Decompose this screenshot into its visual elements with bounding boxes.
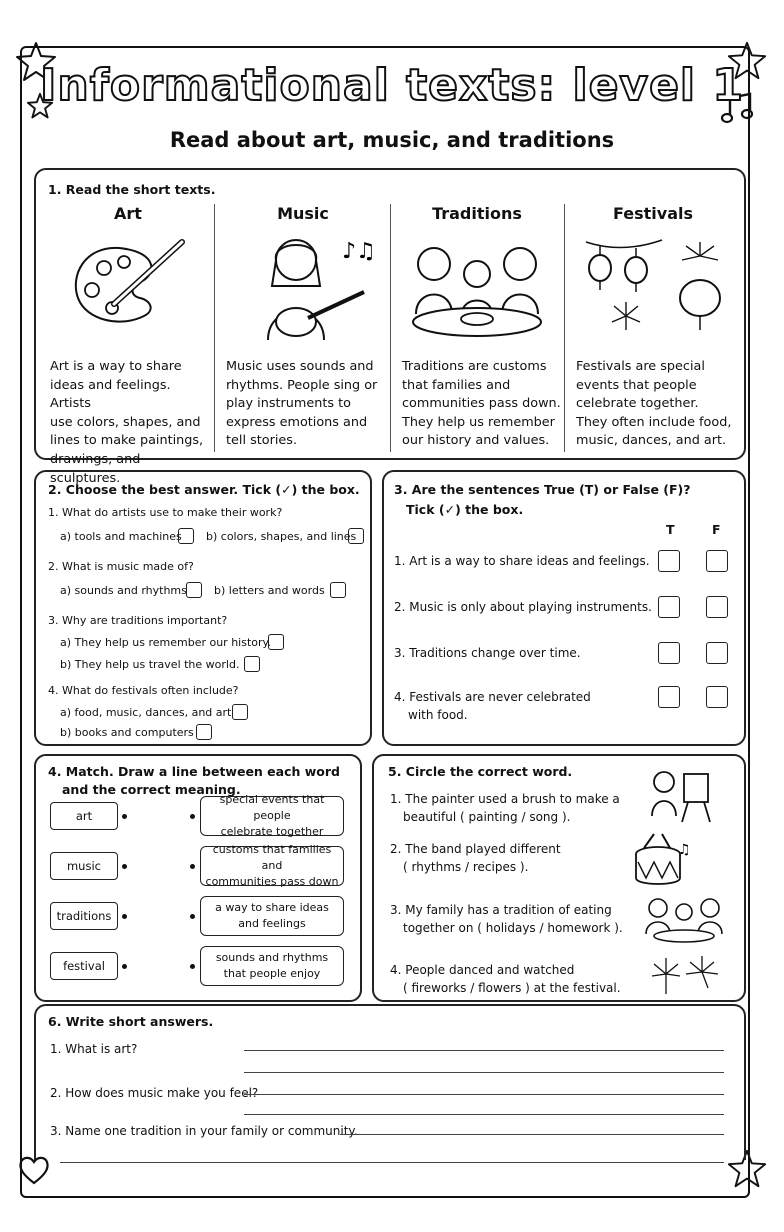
true-box[interactable] [658, 686, 680, 708]
section-heading: 5. Circle the correct word. [388, 764, 573, 779]
section-heading: 4. Match. Draw a line between each word [48, 764, 340, 779]
match-word-art[interactable]: art [50, 802, 118, 830]
answer-option: b) books and computers [60, 726, 194, 739]
match-dot[interactable] [122, 914, 127, 919]
column-text-festivals: Festivals are special events that people celebrate together. They often include food, music, dances, and art. [576, 359, 732, 449]
circle-item: 3. My family has a tradition of eating together on ( holidays / homework ). [390, 903, 623, 935]
statement-text: 4. Festivals are never celebrated [394, 690, 591, 704]
answer-option: a) food, music, dances, and art [60, 706, 232, 719]
answer-line[interactable] [60, 1162, 724, 1163]
painter-easel-icon [646, 766, 716, 826]
tick-box[interactable] [232, 704, 248, 720]
section-read-texts [34, 168, 746, 486]
answer-option: b) letters and words [214, 584, 325, 597]
section-circle-word [372, 754, 746, 1002]
section-heading: 6. Write short answers. [48, 1014, 214, 1029]
circle-item: 1. The painter used a brush to make a beautiful ( painting / song ). [390, 792, 620, 824]
match-meaning[interactable]: a way to share ideas and feelings [200, 896, 344, 936]
lanterns-fireworks-icon [582, 232, 732, 344]
tick-box[interactable] [348, 528, 364, 544]
question-text: 3. Why are traditions important? [48, 614, 228, 627]
match-meaning[interactable]: special events that people celebrate together [200, 796, 344, 836]
question-text: 2. How does music make you feel? [50, 1086, 259, 1100]
tick-box[interactable] [186, 582, 202, 598]
match-word-music[interactable]: music [50, 852, 118, 880]
tick-box[interactable] [196, 724, 212, 740]
match-dot[interactable] [122, 964, 127, 969]
family-meal-icon [642, 894, 728, 950]
column-title-music: Music [277, 204, 329, 223]
match-dot[interactable] [122, 864, 127, 869]
statement-text: 1. Art is a way to share ideas and feelings. [394, 554, 650, 568]
answer-line[interactable] [340, 1134, 724, 1135]
circle-item: 2. The band played different ( rhythms / recipes ). [390, 842, 561, 874]
page-title: Informational texts: level 1 [40, 60, 744, 111]
column-divider [564, 204, 565, 452]
true-box[interactable] [658, 642, 680, 664]
family-table-icon [402, 234, 552, 344]
column-title-art: Art [114, 204, 142, 223]
question-text: 1. What is art? [50, 1042, 138, 1056]
section-true-false [382, 470, 746, 746]
question-text: 2. What is music made of? [48, 560, 194, 573]
match-dot[interactable] [190, 914, 195, 919]
answer-line[interactable] [244, 1094, 724, 1095]
column-text-music: Music uses sounds and rhythms. People sing or play instruments to express emotions and tell stories. [226, 359, 378, 449]
match-dot[interactable] [122, 814, 127, 819]
false-column-label: F [712, 522, 721, 537]
answer-option: b) colors, shapes, and lines [206, 530, 357, 543]
question-text: 3. Name one tradition in your family or community. [50, 1124, 358, 1138]
statement-text: 3. Traditions change over time. [394, 646, 581, 660]
true-box[interactable] [658, 596, 680, 618]
match-dot[interactable] [190, 814, 195, 819]
tick-box[interactable] [330, 582, 346, 598]
circle-item: 4. People danced and watched ( fireworks / flowers ) at the festival. [390, 963, 621, 995]
false-box[interactable] [706, 550, 728, 572]
svg-text:♪♫: ♪♫ [342, 239, 376, 264]
section-subheading: Tick (✓) the box. [406, 502, 524, 517]
girl-guitar-icon [246, 230, 376, 342]
match-meaning[interactable]: customs that families and communities pass down [200, 846, 344, 886]
false-box[interactable] [706, 596, 728, 618]
answer-line[interactable] [244, 1114, 724, 1115]
match-word-festival[interactable]: festival [50, 952, 118, 980]
answer-option: a) tools and machines [60, 530, 182, 543]
column-title-festivals: Festivals [612, 204, 694, 223]
section-subheading: and the correct meaning. [62, 782, 241, 797]
statement-text: with food. [408, 708, 468, 722]
section-heading: 3. Are the sentences True (T) or False (F)? [394, 482, 691, 497]
palette-brush-icon [64, 236, 194, 336]
page-subtitle: Read about art, music, and traditions [169, 128, 615, 152]
match-dot[interactable] [190, 964, 195, 969]
match-dot[interactable] [190, 864, 195, 869]
true-box[interactable] [658, 550, 680, 572]
column-title-traditions: Traditions [432, 204, 522, 223]
section-heading: 1. Read the short texts. [48, 182, 216, 197]
column-text-art: Art is a way to share ideas and feelings. Artists use colors, shapes, and lines to make paintings, drawings, and sculptures. [50, 359, 204, 486]
section-short-answers [34, 1004, 746, 1160]
tick-box[interactable] [178, 528, 194, 544]
column-text-traditions: Traditions are customs that families and communities pass down. They help us remember our history and values. [402, 359, 561, 449]
fireworks-icon [646, 954, 726, 998]
answer-option: b) They help us travel the world. [60, 658, 240, 671]
question-text: 1. What do artists use to make their work? [48, 506, 283, 519]
tick-box[interactable] [268, 634, 284, 650]
answer-line[interactable] [244, 1050, 724, 1051]
match-word-traditions[interactable]: traditions [50, 902, 118, 930]
section-heading: 2. Choose the best answer. Tick (✓) the box. [48, 482, 360, 497]
question-text: 4. What do festivals often include? [48, 684, 239, 697]
match-meaning[interactable]: sounds and rhythms that people enjoy [200, 946, 344, 986]
true-column-label: T [666, 522, 675, 537]
tick-box[interactable] [244, 656, 260, 672]
answer-line[interactable] [244, 1072, 724, 1073]
false-box[interactable] [706, 642, 728, 664]
drum-icon [630, 832, 694, 890]
answer-option: a) sounds and rhythms [60, 584, 187, 597]
statement-text: 2. Music is only about playing instruments. [394, 600, 652, 614]
false-box[interactable] [706, 686, 728, 708]
svg-text:♫: ♫ [678, 842, 691, 858]
answer-option: a) They help us remember our history. [60, 636, 271, 649]
section-choose-answer [34, 470, 372, 746]
column-divider [390, 204, 391, 452]
column-divider [214, 204, 215, 452]
